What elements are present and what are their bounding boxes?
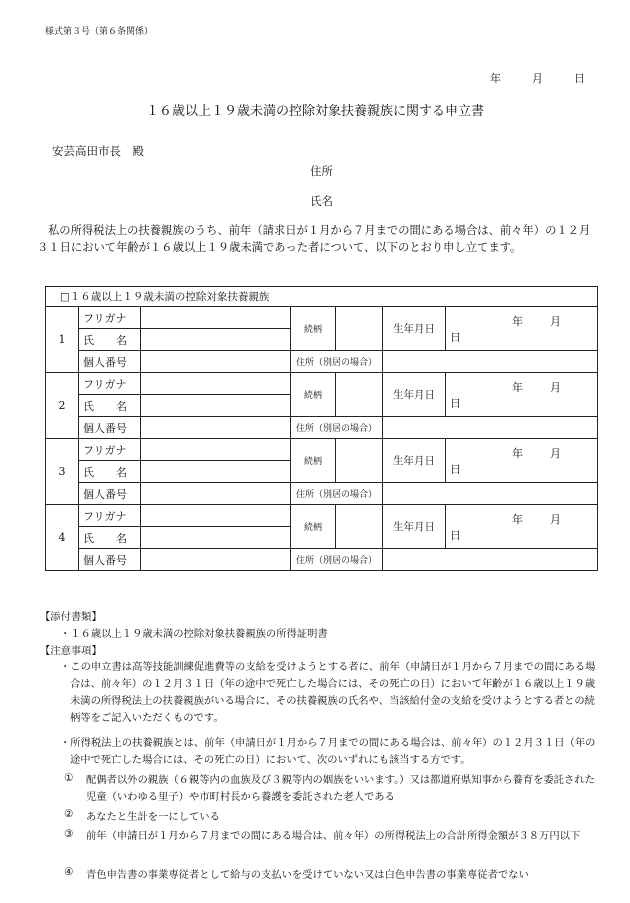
furigana-field[interactable] xyxy=(141,373,291,395)
declaration-text: 私の所得税法上の扶養親族のうち、前年（請求日が１月から７月までの間にある場合は、前々年）の１２月３１日において年齢が１６歳以上１９歳未満であった者について、以下のとおり申し立てます。 xyxy=(37,224,591,254)
condition-text: あなたと生計を一にしている xyxy=(86,811,220,823)
name-field[interactable] xyxy=(141,395,291,417)
personal-number-label: 個人番号 xyxy=(79,483,141,505)
condition-mark: ② xyxy=(64,808,74,820)
furigana-label: フリガナ xyxy=(79,505,141,527)
birthdate-field[interactable] xyxy=(446,307,598,351)
condition-mark: ④ xyxy=(64,866,74,878)
name-label: 氏 名 xyxy=(79,527,141,549)
notes-heading: 【注意事項】 xyxy=(40,645,102,657)
separate-address-label: 住所（別居の場合） xyxy=(291,351,383,373)
dependent-row xyxy=(46,439,598,461)
furigana-label: フリガナ xyxy=(79,373,141,395)
relationship-label: 続柄 xyxy=(291,307,336,351)
birth-year: 年 xyxy=(512,380,523,394)
relationship-field[interactable] xyxy=(336,439,383,483)
birth-month: 月 xyxy=(550,380,561,394)
date-fields xyxy=(490,70,585,86)
name-field[interactable] xyxy=(141,461,291,483)
form-number: 様式第３号（第６条関係） xyxy=(45,27,154,37)
date-year-label: 年 xyxy=(490,72,501,85)
furigana-label: フリガナ xyxy=(79,307,141,329)
condition-text: 配偶者以外の親族（６親等内の血族及び３親等内の姻族をいいます。）又は都道府県知事から養育を委託された児童（いわゆる里子）や市町村長から養護を委託された老人である xyxy=(86,774,595,803)
personal-number-field[interactable] xyxy=(141,417,291,439)
birth-year: 年 xyxy=(512,314,523,328)
row-number: 2 xyxy=(46,373,79,439)
dependents-table xyxy=(45,286,598,571)
name-field[interactable] xyxy=(141,329,291,351)
furigana-label: フリガナ xyxy=(79,439,141,461)
row-number: 4 xyxy=(46,505,79,571)
date-day-label: 日 xyxy=(574,72,585,85)
separate-address-field[interactable] xyxy=(383,483,598,505)
birthdate-field[interactable] xyxy=(446,373,598,417)
name-label: 氏 名 xyxy=(79,329,141,351)
condition-text: 青色申告書の事業専従者として給与の支払いを受けていない又は白色申告書の事業専従者でない xyxy=(86,869,529,881)
date-month-label: 月 xyxy=(532,72,543,85)
birth-month: 月 xyxy=(550,446,561,460)
condition-text: 前年（申請日が１月から７月までの間にある場合は、前々年）の所得税法上の合計所得金額が３８万円以下 xyxy=(86,830,581,842)
attachment-item: ・１６歳以上１９歳未満の控除対象扶養親族の所得証明書 xyxy=(60,628,328,640)
birthdate-label: 生年月日 xyxy=(383,505,446,549)
table-header: □１６歳以上１９歳未満の控除対象扶養親族 xyxy=(46,287,598,307)
note-purpose: ・この申立書は高等技能訓練促進費等の支給を受けようとする者に、前年（申請日が１月から７月までの間にある場合は、前々年）の１２月３１日（年の途中で死亡した場合には、その死亡の日）において年齢が１６歳以上１９歳未満の所得税法上の扶養親族がいる場合に、その扶養親族の氏名や、当該給付金の支給を受けようとする者との続柄等をご記入いただくものです。 xyxy=(60,661,596,724)
birth-year: 年 xyxy=(512,512,523,526)
addressee: 安芸高田市長 殿 xyxy=(52,144,144,158)
separate-address-field[interactable] xyxy=(383,549,598,571)
condition-mark: ③ xyxy=(64,828,74,840)
birth-day: 日 xyxy=(450,462,461,476)
relationship-label: 続柄 xyxy=(291,505,336,549)
name-label: 氏 名 xyxy=(79,461,141,483)
furigana-field[interactable] xyxy=(141,505,291,527)
birthdate-field[interactable] xyxy=(446,505,598,549)
applicant-address-label: 住所 xyxy=(310,164,333,178)
relationship-field[interactable] xyxy=(336,505,383,549)
separate-address-field[interactable] xyxy=(383,417,598,439)
name-field[interactable] xyxy=(141,527,291,549)
birth-day: 日 xyxy=(450,396,461,410)
separate-address-label: 住所（別居の場合） xyxy=(291,549,383,571)
birth-day: 日 xyxy=(450,330,461,344)
personal-number-field[interactable] xyxy=(141,549,291,571)
furigana-field[interactable] xyxy=(141,307,291,329)
personal-number-label: 個人番号 xyxy=(79,351,141,373)
birth-day: 日 xyxy=(450,528,461,542)
dependent-row xyxy=(46,307,598,329)
birth-month: 月 xyxy=(550,512,561,526)
document-title: １６歳以上１９歳未満の控除対象扶養親族に関する申立書 xyxy=(145,104,484,119)
personal-number-field[interactable] xyxy=(141,483,291,505)
relationship-label: 続柄 xyxy=(291,373,336,417)
birthdate-label: 生年月日 xyxy=(383,373,446,417)
dependent-row xyxy=(46,505,598,527)
separate-address-label: 住所（別居の場合） xyxy=(291,483,383,505)
birth-month: 月 xyxy=(550,314,561,328)
row-number: 3 xyxy=(46,439,79,505)
separate-address-field[interactable] xyxy=(383,351,598,373)
relationship-field[interactable] xyxy=(336,307,383,351)
birthdate-label: 生年月日 xyxy=(383,439,446,483)
personal-number-field[interactable] xyxy=(141,351,291,373)
birthdate-field[interactable] xyxy=(446,439,598,483)
applicant-name-label: 氏名 xyxy=(310,194,333,208)
furigana-field[interactable] xyxy=(141,439,291,461)
relationship-label: 続柄 xyxy=(291,439,336,483)
dependent-row xyxy=(46,373,598,395)
personal-number-label: 個人番号 xyxy=(79,417,141,439)
personal-number-label: 個人番号 xyxy=(79,549,141,571)
condition-mark: ① xyxy=(64,772,74,784)
row-number: 1 xyxy=(46,307,79,373)
attachments-heading: 【添付書類】 xyxy=(40,611,102,623)
birthdate-label: 生年月日 xyxy=(383,307,446,351)
birth-year: 年 xyxy=(512,446,523,460)
name-label: 氏 名 xyxy=(79,395,141,417)
note-dependent-definition: ・所得税法上の扶養親族とは、前年（申請日が１月から７月までの間にある場合は、前々年）の１２月３１日（年の途中で死亡した場合には、その死亡の日）において、次のいずれにも該当する方です。 xyxy=(60,737,596,766)
relationship-field[interactable] xyxy=(336,373,383,417)
separate-address-label: 住所（別居の場合） xyxy=(291,417,383,439)
